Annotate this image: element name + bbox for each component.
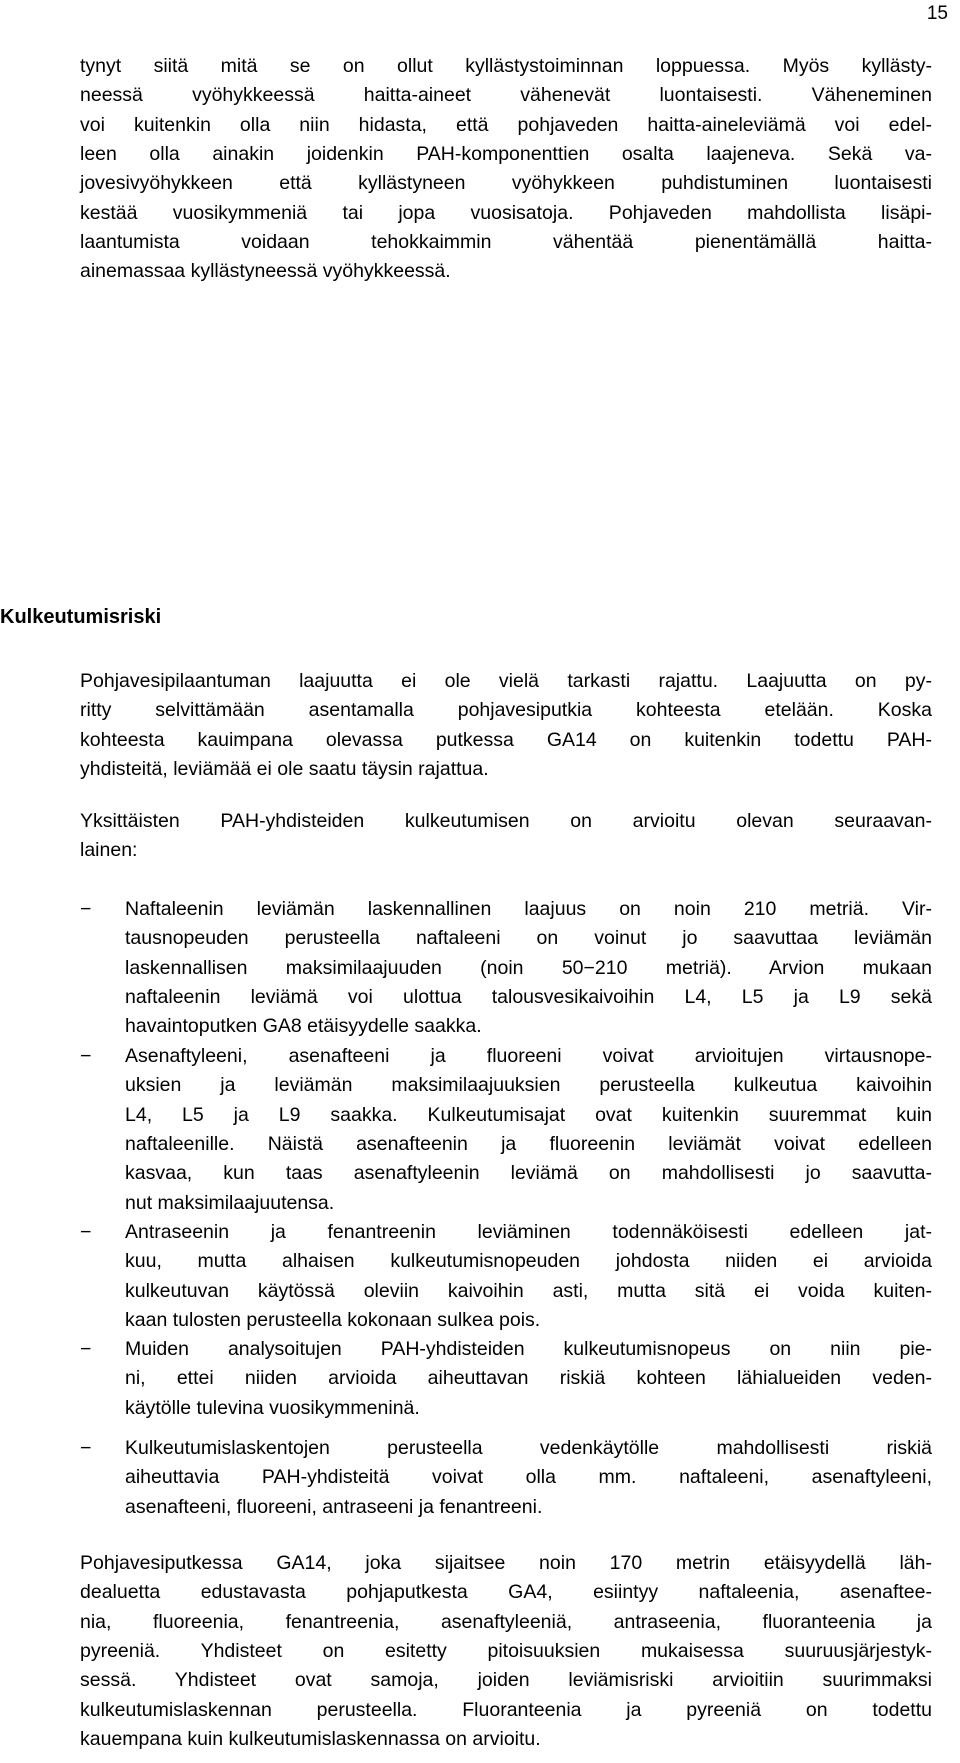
text-line: nut maksimilaajuutensa.: [125, 1191, 335, 1214]
text-line: jovesivyöhykkeen että kyllästyneen vyöhykkeen puhdistuminen luontaisesti: [80, 172, 932, 195]
text-line: kulkeutumislaskennan perusteella. Fluoranteenia ja pyreeniä on todettu: [80, 1698, 932, 1721]
text-line: Asenaftyleeni, asenafteeni ja fluoreeni voivat arvioitujen virtausnope-: [125, 1045, 932, 1067]
text-line: laskennallisen maksimilaajuuden (noin 50−210 metriä). Arvion mukaan: [125, 956, 932, 979]
text-line: kohteesta kauimpana olevassa putkessa GA14 on kuitenkin todettu PAH-: [80, 728, 932, 751]
text-line: kuu, mutta alhaisen kulkeutumisnopeuden johdosta niiden ei arvioida: [125, 1250, 932, 1273]
list-item-text: [125, 1335, 932, 1423]
paragraph-spread: [80, 667, 932, 784]
text-line: kasvaa, kun taas asenaftyleenin leviämä on mahdollisesti jo saavutta-: [125, 1162, 932, 1185]
text-line: asenafteeni, fluoreeni, antraseeni ja fenantreeni.: [125, 1495, 543, 1518]
page-number: 15: [926, 3, 948, 24]
text-line: tausnopeuden perusteella naftaleeni on voinut jo saavuttaa leviämän: [125, 927, 932, 950]
dash-bullet-icon: −: [80, 898, 92, 920]
text-line: käytölle tulevina vuosikymmeninä.: [125, 1396, 420, 1419]
text-line: laantumista voidaan tehokkaimmin vähentää pienentämällä haitta-: [80, 231, 932, 254]
text-line: leen olla ainakin joidenkin PAH-komponenttien osalta laajeneva. Sekä va-: [80, 143, 932, 166]
text-line: havaintoputken GA8 etäisyydelle saakka.: [125, 1015, 482, 1038]
text-line: kestää vuosikymmeniä tai jopa vuosisatoja. Pohjaveden mahdollista lisäpi-: [80, 201, 932, 224]
text-line: uksien ja leviämän maksimilaajuuksien perusteella kulkeutua kaivoihin: [125, 1074, 932, 1097]
text-line: Antraseenin ja fenantreenin leviäminen todennäköisesti edelleen jat-: [125, 1221, 932, 1243]
text-line: kauempana kuin kulkeutumislaskennassa on arvioitu.: [80, 1728, 541, 1751]
text-line: kulkeutuvan käytössä oleviin kaivoihin asti, mutta sitä ei voida kuiten-: [125, 1279, 932, 1302]
text-line: aiheuttavia PAH-yhdisteitä voivat olla mm. naftaleeni, asenaftyleeni,: [125, 1466, 932, 1489]
text-line: yhdisteitä, leviämää ei ole saatu täysin rajattua.: [80, 758, 489, 781]
text-line: Yksittäisten PAH-yhdisteiden kulkeutumisen on arvioitu olevan seuraavan-: [80, 810, 932, 832]
text-line: Pohjavesipilaantuman laajuutta ei ole vielä tarkasti rajattu. Laajuutta on py-: [80, 670, 932, 692]
list-item-text: [125, 895, 932, 1042]
text-line: Pohjavesiputkessa GA14, joka sijaitsee noin 170 metrin etäisyydellä läh-: [80, 1552, 932, 1574]
paragraph-assessment-intro: [80, 807, 932, 866]
text-line: L4, L5 ja L9 saakka. Kulkeutumisajat ovat kuitenkin suuremmat kuin: [125, 1103, 932, 1126]
list-item-text: [125, 1434, 932, 1522]
text-line: nia, fluoreenia, fenantreenia, asenaftyleeniä, antraseenia, fluoranteenia ja: [80, 1610, 932, 1633]
text-line: ni, ettei niiden arvioida aiheuttavan riskiä kohteen lähialueiden veden-: [125, 1367, 932, 1390]
section-heading: Kulkeutumisriski: [0, 606, 162, 628]
text-line: ainemassaa kyllästyneessä vyöhykkeessä.: [80, 260, 451, 283]
dash-bullet-icon: −: [80, 1338, 92, 1360]
list-item-text: [125, 1218, 932, 1335]
dash-bullet-icon: −: [80, 1437, 92, 1459]
text-line: ritty selvittämään asentamalla pohjavesiputkia kohteesta etelään. Koska: [80, 699, 932, 722]
text-line: tynyt siitä mitä se on ollut kyllästystoiminnan loppuessa. Myös kyllästy-: [80, 55, 932, 77]
text-line: Naftaleenin leviämän laskennallinen laajuus on noin 210 metriä. Vir-: [125, 898, 932, 920]
paragraph-ga14: [80, 1549, 932, 1754]
text-line: dealuetta edustavasta pohjaputkesta GA4, esiintyy naftaleenia, asenaftee-: [80, 1581, 932, 1604]
text-line: voi kuitenkin olla niin hidasta, että pohjaveden haitta-aineleviämä voi edel-: [80, 113, 932, 136]
text-line: sessä. Yhdisteet ovat samoja, joiden leviämisriski arvioitiin suurimmaksi: [80, 1669, 932, 1692]
dash-bullet-icon: −: [80, 1221, 92, 1243]
text-line: naftaleenin leviämä voi ulottua talousvesikaivoihin L4, L5 ja L9 sekä: [125, 986, 932, 1009]
paragraph-intro: [80, 52, 932, 287]
text-line: kaan tulosten perusteella kokonaan sulkea pois.: [125, 1309, 541, 1332]
text-line: Muiden analysoitujen PAH-yhdisteiden kulkeutumisnopeus on niin pie-: [125, 1338, 932, 1360]
text-line: naftaleenille. Näistä asenafteenin ja fluoreenin leviämät voivat edelleen: [125, 1133, 932, 1156]
text-line: Kulkeutumislaskentojen perusteella vedenkäytölle mahdollisesti riskiä: [125, 1437, 932, 1459]
text-line: neessä vyöhykkeessä haitta-aineet vähenevät luontaisesti. Väheneminen: [80, 84, 932, 107]
list-item-text: [125, 1042, 932, 1218]
text-line: lainen:: [80, 839, 138, 862]
dash-bullet-icon: −: [80, 1045, 92, 1067]
text-line: pyreeniä. Yhdisteet on esitetty pitoisuuksien mukaisessa suuruusjärjestyk-: [80, 1640, 932, 1663]
